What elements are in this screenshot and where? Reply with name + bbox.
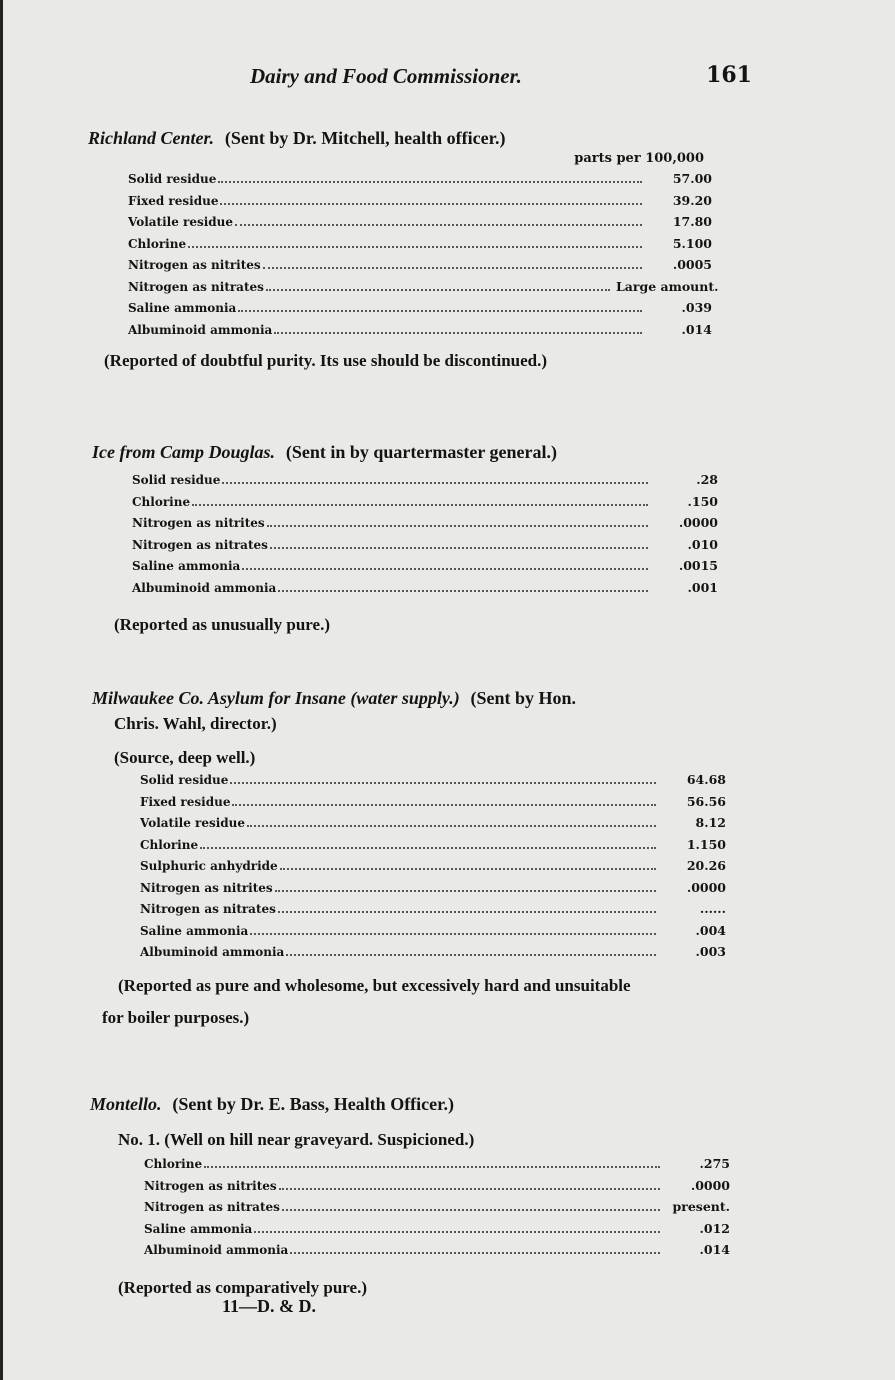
table-row [140, 920, 726, 942]
section-camp-douglas [92, 440, 718, 638]
place-name: Milwaukee Co. Asylum for Insane (water supply.) [92, 688, 460, 708]
sender-note: (Sent by Dr. Mitchell, health officer.) [224, 128, 506, 148]
table-row [132, 491, 718, 513]
section-heading [92, 440, 718, 465]
page-number: 161 [706, 62, 752, 88]
row-value: .0000 [678, 515, 718, 530]
row-value: 56.56 [686, 793, 726, 809]
row-label: Fixed residue [140, 794, 231, 809]
row-value: .010 [687, 536, 718, 552]
row-value: .28 [696, 472, 718, 487]
row-value: 17.80 [672, 214, 712, 229]
table-row [144, 1239, 730, 1261]
sender-note: (Sent by Dr. E. Bass, Health Officer.) [172, 1094, 454, 1114]
sender-note: (Sent in by quartermaster general.) [285, 442, 557, 462]
row-value: Large amount. [616, 278, 719, 294]
leader-dots [238, 309, 642, 312]
row-label: Volatile residue [128, 215, 234, 229]
section-remark: (Reported as unusually pure.) [114, 615, 330, 634]
leader-dots [220, 202, 642, 205]
table-row [132, 555, 718, 577]
table-row [128, 168, 712, 190]
row-value: 8.12 [695, 815, 726, 830]
leader-dots [286, 953, 656, 956]
table-row [132, 534, 718, 556]
row-label: Nitrogen as nitrites [128, 258, 261, 272]
sender-note-continued: Chris. Wahl, director.) [114, 714, 277, 733]
leader-dots [282, 1208, 660, 1211]
row-label: Chlorine [144, 1157, 203, 1171]
row-value: 5.100 [672, 235, 712, 251]
section-heading [88, 126, 712, 151]
row-value: 1.150 [686, 836, 726, 852]
row-label: Nitrogen as nitrates [144, 1200, 280, 1214]
page-edge [0, 0, 3, 1380]
units-label: parts per 100,000 [574, 151, 704, 166]
row-value: .0015 [678, 558, 718, 573]
source-note: (Source, deep well.) [114, 748, 256, 767]
leader-dots [275, 889, 656, 892]
row-value: .014 [699, 1242, 730, 1257]
row-label: Fixed residue [128, 193, 219, 208]
row-label: Volatile residue [140, 816, 246, 830]
row-label: Albuminoid ammonia [144, 1243, 289, 1257]
table-row [128, 297, 712, 319]
row-value: .014 [681, 321, 712, 337]
leader-dots [188, 245, 642, 248]
leader-dots [270, 546, 648, 549]
row-value: .0000 [690, 1177, 730, 1193]
table-row [132, 512, 718, 534]
leader-dots [230, 781, 656, 784]
row-label: Nitrogen as nitrates [140, 902, 276, 916]
analysis-table [144, 1153, 730, 1261]
row-value: .001 [687, 579, 718, 595]
row-label: Chlorine [128, 236, 187, 251]
table-row [128, 254, 712, 276]
row-label: Nitrogen as nitrites [144, 1178, 277, 1193]
table-row [128, 233, 712, 255]
section-remark: (Reported of doubtful purity. Its use should be discontinued.) [104, 351, 548, 370]
leader-dots [263, 266, 642, 269]
table-row [128, 190, 712, 212]
row-label: Nitrogen as nitrites [140, 880, 273, 895]
table-row [140, 812, 726, 834]
row-label: Solid residue [132, 473, 221, 487]
row-label: Saline ammonia [144, 1221, 253, 1236]
row-value: present. [672, 1199, 730, 1214]
row-value: .039 [681, 300, 712, 315]
table-row [144, 1196, 730, 1218]
sample-note: No. 1. (Well on hill near graveyard. Suspicioned.) [118, 1130, 475, 1149]
leader-dots [290, 1251, 660, 1254]
row-label: Nitrogen as nitrates [128, 279, 264, 294]
sender-note: (Sent by Hon. [470, 688, 577, 708]
table-row [128, 211, 712, 233]
table-row [144, 1218, 730, 1240]
table-row [140, 791, 726, 813]
row-label: Albuminoid ammonia [132, 580, 277, 595]
leader-dots [200, 846, 656, 849]
leader-dots [279, 1187, 660, 1190]
table-row [144, 1175, 730, 1197]
row-value: .003 [695, 944, 726, 959]
section-remark-line-2: for boiler purposes.) [102, 1007, 250, 1027]
row-label: Chlorine [140, 837, 199, 852]
row-value: 64.68 [686, 772, 726, 787]
row-label: Albuminoid ammonia [140, 945, 285, 959]
row-label: Chlorine [132, 494, 191, 509]
row-label: Saline ammonia [140, 923, 249, 938]
leader-dots [267, 524, 648, 527]
row-label: Nitrogen as nitrites [132, 516, 265, 530]
signature-mark: 11—D. & D. [222, 1296, 316, 1316]
place-name: Montello. [90, 1094, 162, 1114]
leader-dots [204, 1165, 660, 1168]
leader-dots [278, 589, 648, 592]
table-row [140, 898, 726, 920]
row-label: Solid residue [128, 172, 217, 186]
table-row [140, 769, 726, 791]
table-row [128, 319, 712, 341]
row-value: .0000 [686, 879, 726, 895]
row-value: 20.26 [686, 858, 726, 873]
analysis-table [140, 769, 726, 963]
row-label: Saline ammonia [128, 301, 237, 315]
row-label: Solid residue [140, 773, 229, 787]
row-value: 57.00 [672, 171, 712, 186]
leader-dots [218, 180, 642, 183]
leader-dots [274, 331, 642, 334]
row-value: .012 [699, 1220, 730, 1236]
table-row [140, 834, 726, 856]
row-value: .004 [695, 922, 726, 938]
section-remark-line-1: (Reported as pure and wholesome, but excessively hard and unsuitable [118, 975, 631, 995]
leader-dots [280, 867, 656, 870]
row-label: Sulphuric anhydride [140, 859, 278, 873]
leader-dots [242, 567, 648, 570]
leader-dots [192, 503, 648, 506]
table-row [128, 276, 719, 298]
table-row [132, 577, 718, 599]
analysis-table [128, 168, 719, 340]
table-row [140, 941, 726, 963]
analysis-table [132, 469, 718, 598]
leader-dots [235, 223, 642, 226]
place-name: Ice from Camp Douglas. [92, 442, 276, 462]
row-label: Albuminoid ammonia [128, 322, 273, 337]
header-title: Dairy and Food Commissioner. [250, 64, 522, 88]
leader-dots [266, 288, 610, 291]
leader-dots [278, 910, 656, 913]
table-row [144, 1153, 730, 1175]
row-label: Saline ammonia [132, 559, 241, 573]
section-milwaukee-asylum [92, 686, 772, 1031]
leader-dots [232, 803, 656, 806]
running-header [250, 64, 760, 100]
section-heading [90, 1092, 730, 1117]
leader-dots [250, 932, 656, 935]
section-richland-center [88, 126, 719, 374]
row-value: .150 [687, 493, 718, 509]
row-value: .275 [699, 1156, 730, 1171]
row-value: .0005 [672, 257, 712, 272]
leader-dots [254, 1230, 660, 1233]
row-value: 39.20 [672, 192, 712, 208]
table-row [132, 469, 718, 491]
section-montello [90, 1092, 730, 1301]
place-name: Richland Center. [88, 128, 215, 148]
leader-dots [222, 481, 648, 484]
section-heading [92, 686, 772, 711]
section-remark: (Reported as comparatively pure.) [118, 1277, 367, 1297]
table-row [140, 855, 726, 877]
row-value: ...... [699, 901, 726, 916]
table-row [140, 877, 726, 899]
leader-dots [247, 824, 656, 827]
row-label: Nitrogen as nitrates [132, 537, 268, 552]
